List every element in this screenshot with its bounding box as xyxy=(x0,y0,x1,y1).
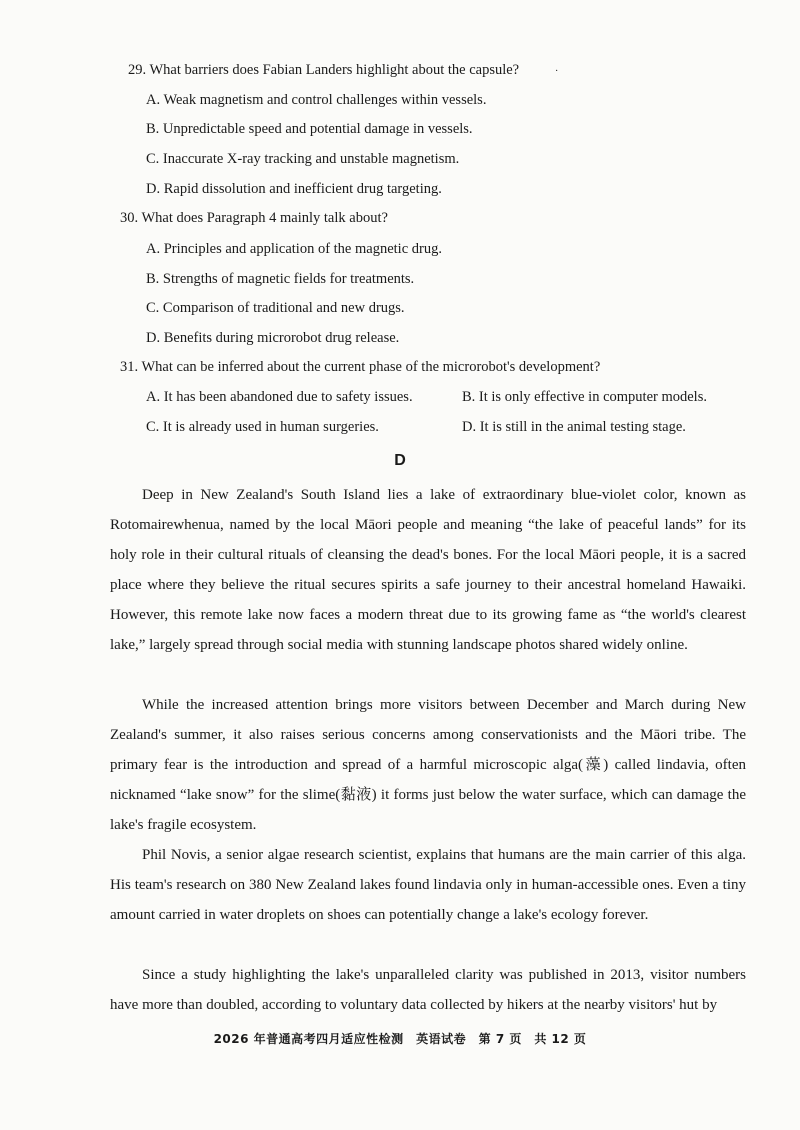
passage-paragraph-3 xyxy=(110,840,746,930)
question-30-option-d: D. Benefits during microrobot drug release. xyxy=(146,330,400,346)
passage-paragraph-4 xyxy=(110,960,746,1020)
question-31-option-a: A. It has been abandoned due to safety issues. xyxy=(146,389,413,405)
paragraph-text: Phil Novis, a senior algae research scientist, explains that humans are the main carrier of this alga. His team's research on 380 New Zealand lakes found lindavia only in human-accessible ones. Even a tiny amount carried in water droplets on shoes can potentially change a lake's ecology forever. xyxy=(110,847,746,923)
passage-paragraph-2 xyxy=(110,690,746,840)
question-29-option-b: B. Unpredictable speed and potential damage in vessels. xyxy=(146,121,473,137)
paragraph-text: Deep in New Zealand's South Island lies a lake of extraordinary blue-violet color, known as Rotomairewhenua, named by the local Māori people and meaning “the lake of peaceful lands” for its holy role in their cultural rituals of cleansing the dead's bones. For the local Māori people, it is a sacred place where they believe the ritual secures spirits a safe journey to their ancestral homeland Hawaiki. However, this remote lake now faces a modern threat due to its growing fame as “the world's clearest lake,” largely spread through social media with stunning landscape photos shared widely online. xyxy=(110,487,746,653)
question-29-stem: 29. What barriers does Fabian Landers highlight about the capsule? xyxy=(128,62,520,78)
passage-paragraph-1 xyxy=(110,480,746,660)
paragraph-text: While the increased attention brings more visitors between December and March during New Zealand's summer, it also raises serious concerns among conservationists and the Māori tribe. The primary fear is the introduction and spread of a harmful microscopic alga(藻) called lindavia, often nicknamed “lake snow” for the slime(黏液) it forms just below the water surface, which can damage the lake's fragile ecosystem. xyxy=(110,697,746,833)
question-31-option-d: D. It is still in the animal testing stage. xyxy=(462,419,686,435)
question-29-option-c: C. Inaccurate X-ray tracking and unstable magnetism. xyxy=(146,151,460,167)
question-31-option-b: B. It is only effective in computer models. xyxy=(462,389,707,405)
question-31-option-c: C. It is already used in human surgeries. xyxy=(146,419,379,435)
question-30-option-c: C. Comparison of traditional and new drugs. xyxy=(146,300,405,316)
page-footer: 2026 年普通高考四月适应性检测 英语试卷 第 7 页 共 12 页 xyxy=(213,1032,587,1046)
question-30-stem: 30. What does Paragraph 4 mainly talk about? xyxy=(120,210,388,226)
paragraph-text: Since a study highlighting the lake's unparalleled clarity was published in 2013, visitor numbers have more than doubled, according to voluntary data collected by hikers at the nearby visitors' hut by xyxy=(110,967,746,1013)
question-30-option-a: A. Principles and application of the magnetic drug. xyxy=(146,241,442,257)
question-29-option-a: A. Weak magnetism and control challenges within vessels. xyxy=(146,92,487,108)
question-29-option-d: D. Rapid dissolution and inefficient drug targeting. xyxy=(146,181,442,197)
section-title: D xyxy=(394,452,406,469)
question-31-stem: 31. What can be inferred about the current phase of the microrobot's development? xyxy=(120,359,601,375)
question-30-option-b: B. Strengths of magnetic fields for treatments. xyxy=(146,271,415,287)
stray-mark: · xyxy=(555,66,559,77)
